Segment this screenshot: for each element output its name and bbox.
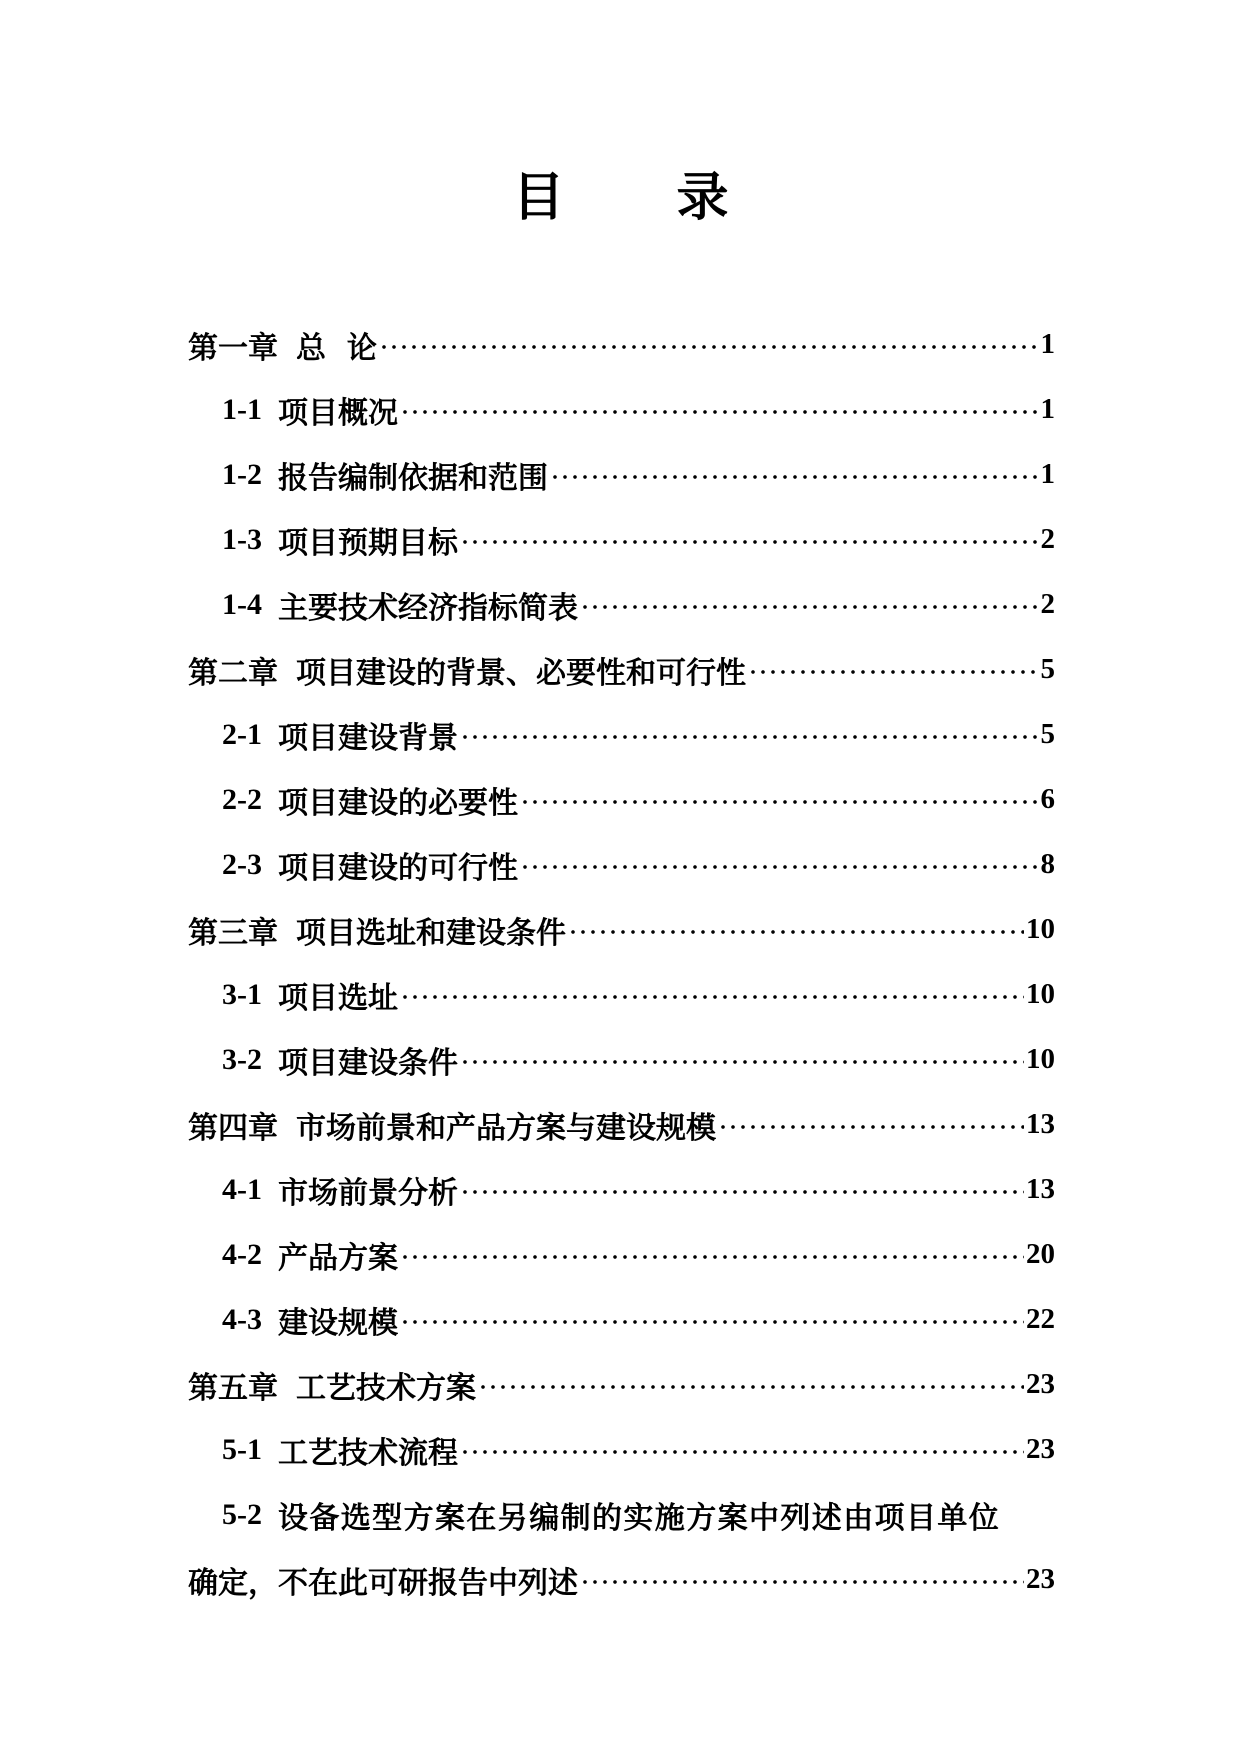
- toc-entry-page: 2: [1040, 523, 1055, 555]
- toc-entry-5-2-continuation[interactable]: [188, 1547, 1055, 1612]
- title-char-1: 目: [512, 167, 565, 228]
- toc-entry-title: 建设规模: [278, 1305, 398, 1341]
- toc-entry-page: 13: [1026, 1173, 1055, 1205]
- toc-entry-title: 产品方案: [278, 1240, 398, 1276]
- toc-entry-page: 22: [1026, 1303, 1055, 1335]
- toc-entry-page: 10: [1026, 913, 1055, 945]
- toc-entry-chapter-5[interactable]: [188, 1352, 1055, 1417]
- toc-entry-title: 工艺技术流程: [278, 1435, 458, 1471]
- dot-leader: [460, 720, 1039, 750]
- toc-entry-5-2[interactable]: [188, 1482, 1055, 1547]
- toc-entry-title: 项目选址: [278, 980, 398, 1016]
- toc-entry-page: 1: [1040, 393, 1055, 425]
- toc-entry-number: 4-1: [222, 1172, 262, 1206]
- toc-entry-number: 5-2: [222, 1497, 262, 1531]
- toc-entry-number: 3-1: [222, 977, 262, 1011]
- dot-leader: [748, 655, 1039, 685]
- dot-leader: [580, 590, 1039, 620]
- toc-entry-number: 1-3: [222, 522, 262, 556]
- toc-entry-page: 5: [1040, 653, 1055, 685]
- toc-entry-title: 设备选型方案在另编制的实施方案中列述由项目单位: [278, 1500, 1001, 1536]
- toc-entry-title: 项目建设的可行性: [278, 850, 518, 886]
- toc-entry-1-1[interactable]: [188, 377, 1055, 442]
- dot-leader: [580, 1565, 1024, 1595]
- toc-entry-number: 1-4: [222, 587, 262, 621]
- dot-leader: [400, 1305, 1024, 1335]
- toc-entry-title: 工艺技术方案: [296, 1370, 476, 1406]
- toc-entry-page: 20: [1026, 1238, 1055, 1270]
- toc-entry-chapter-3[interactable]: [188, 897, 1055, 962]
- dot-leader: [460, 1045, 1024, 1075]
- toc-entry-title: 项目建设的背景、必要性和可行性: [296, 655, 746, 691]
- toc-entry-page: 13: [1026, 1108, 1055, 1140]
- toc-entry-number: 2-2: [222, 782, 262, 816]
- toc-entry-number: 第一章: [188, 331, 278, 365]
- toc-entry-page: 10: [1026, 1043, 1055, 1075]
- dot-leader: [520, 785, 1039, 815]
- toc-entry-page: 23: [1026, 1433, 1055, 1465]
- dot-leader: [400, 1240, 1024, 1270]
- toc-entry-1-3[interactable]: [188, 507, 1055, 572]
- toc-entry-2-1[interactable]: [188, 702, 1055, 767]
- toc-entry-title: 项目建设条件: [278, 1045, 458, 1081]
- toc-entry-title-continuation: 确定，不在此可研报告中列述: [188, 1565, 578, 1601]
- toc-entry-title: 市场前景和产品方案与建设规模: [296, 1110, 716, 1146]
- toc-entry-title: 项目选址和建设条件: [296, 915, 566, 951]
- toc-entry-number: 3-2: [222, 1042, 262, 1076]
- toc-entry-page: 23: [1026, 1368, 1055, 1400]
- toc-entry-number: 4-2: [222, 1237, 262, 1271]
- toc-entry-chapter-4[interactable]: [188, 1092, 1055, 1157]
- toc-entry-number: 4-3: [222, 1302, 262, 1336]
- dot-leader: [460, 525, 1039, 555]
- toc-entry-page: 23: [1026, 1563, 1055, 1595]
- toc-entry-title: 项目建设的必要性: [278, 785, 518, 821]
- toc-entry-title: 项目建设背景: [278, 720, 458, 756]
- toc-entry-title: 项目概况: [278, 395, 398, 431]
- toc-entry-number: 1-2: [222, 457, 262, 491]
- toc-entry-title: 报告编制依据和范围: [278, 460, 548, 496]
- toc-entry-page: 6: [1040, 783, 1055, 815]
- dot-leader: [400, 980, 1024, 1010]
- dot-leader: [460, 1175, 1024, 1205]
- toc-entry-page: 5: [1040, 718, 1055, 750]
- toc-entry-2-2[interactable]: [188, 767, 1055, 832]
- toc-entry-4-3[interactable]: [188, 1287, 1055, 1352]
- toc-entry-4-2[interactable]: [188, 1222, 1055, 1287]
- dot-leader: [460, 1435, 1024, 1465]
- toc-entry-3-2[interactable]: [188, 1027, 1055, 1092]
- toc-entry-number: 第四章: [188, 1111, 278, 1145]
- toc-entry-number: 第五章: [188, 1371, 278, 1405]
- dot-leader: [400, 395, 1039, 425]
- toc-entry-chapter-2[interactable]: [188, 637, 1055, 702]
- toc-entry-page: 10: [1026, 978, 1055, 1010]
- toc-entry-number: 1-1: [222, 392, 262, 426]
- toc-entry-1-4[interactable]: [188, 572, 1055, 637]
- toc-entry-5-1[interactable]: [188, 1417, 1055, 1482]
- toc-entry-number: 第二章: [188, 656, 278, 690]
- dot-leader: [568, 915, 1024, 945]
- toc-entry-title: 项目预期目标: [278, 525, 458, 561]
- dot-leader: [478, 1370, 1024, 1400]
- toc-entry-page: 8: [1040, 848, 1055, 880]
- dot-leader: [718, 1110, 1024, 1140]
- toc-entry-3-1[interactable]: [188, 962, 1055, 1027]
- dot-leader: [520, 850, 1039, 880]
- toc-entry-page: 1: [1040, 458, 1055, 490]
- toc-entry-page: 2: [1040, 588, 1055, 620]
- toc-entry-chapter-1[interactable]: [188, 312, 1055, 377]
- toc-entry-number: 第三章: [188, 916, 278, 950]
- toc-entry-title: 市场前景分析: [278, 1175, 458, 1211]
- dot-leader: [379, 330, 1039, 360]
- toc-entry-4-1[interactable]: [188, 1157, 1055, 1222]
- toc-entry-title: 总 论: [296, 330, 377, 366]
- toc-entry-number: 2-3: [222, 847, 262, 881]
- page-title: [0, 168, 1241, 228]
- toc-entry-number: 2-1: [222, 717, 262, 751]
- toc-entry-title: 主要技术经济指标简表: [278, 590, 578, 626]
- toc-entry-number: 5-1: [222, 1432, 262, 1466]
- toc-entry-page: 1: [1040, 328, 1055, 360]
- table-of-contents: [188, 312, 1055, 1612]
- dot-leader: [550, 460, 1039, 490]
- toc-entry-1-2[interactable]: [188, 442, 1055, 507]
- title-char-2: 录: [676, 167, 729, 228]
- toc-entry-2-3[interactable]: [188, 832, 1055, 897]
